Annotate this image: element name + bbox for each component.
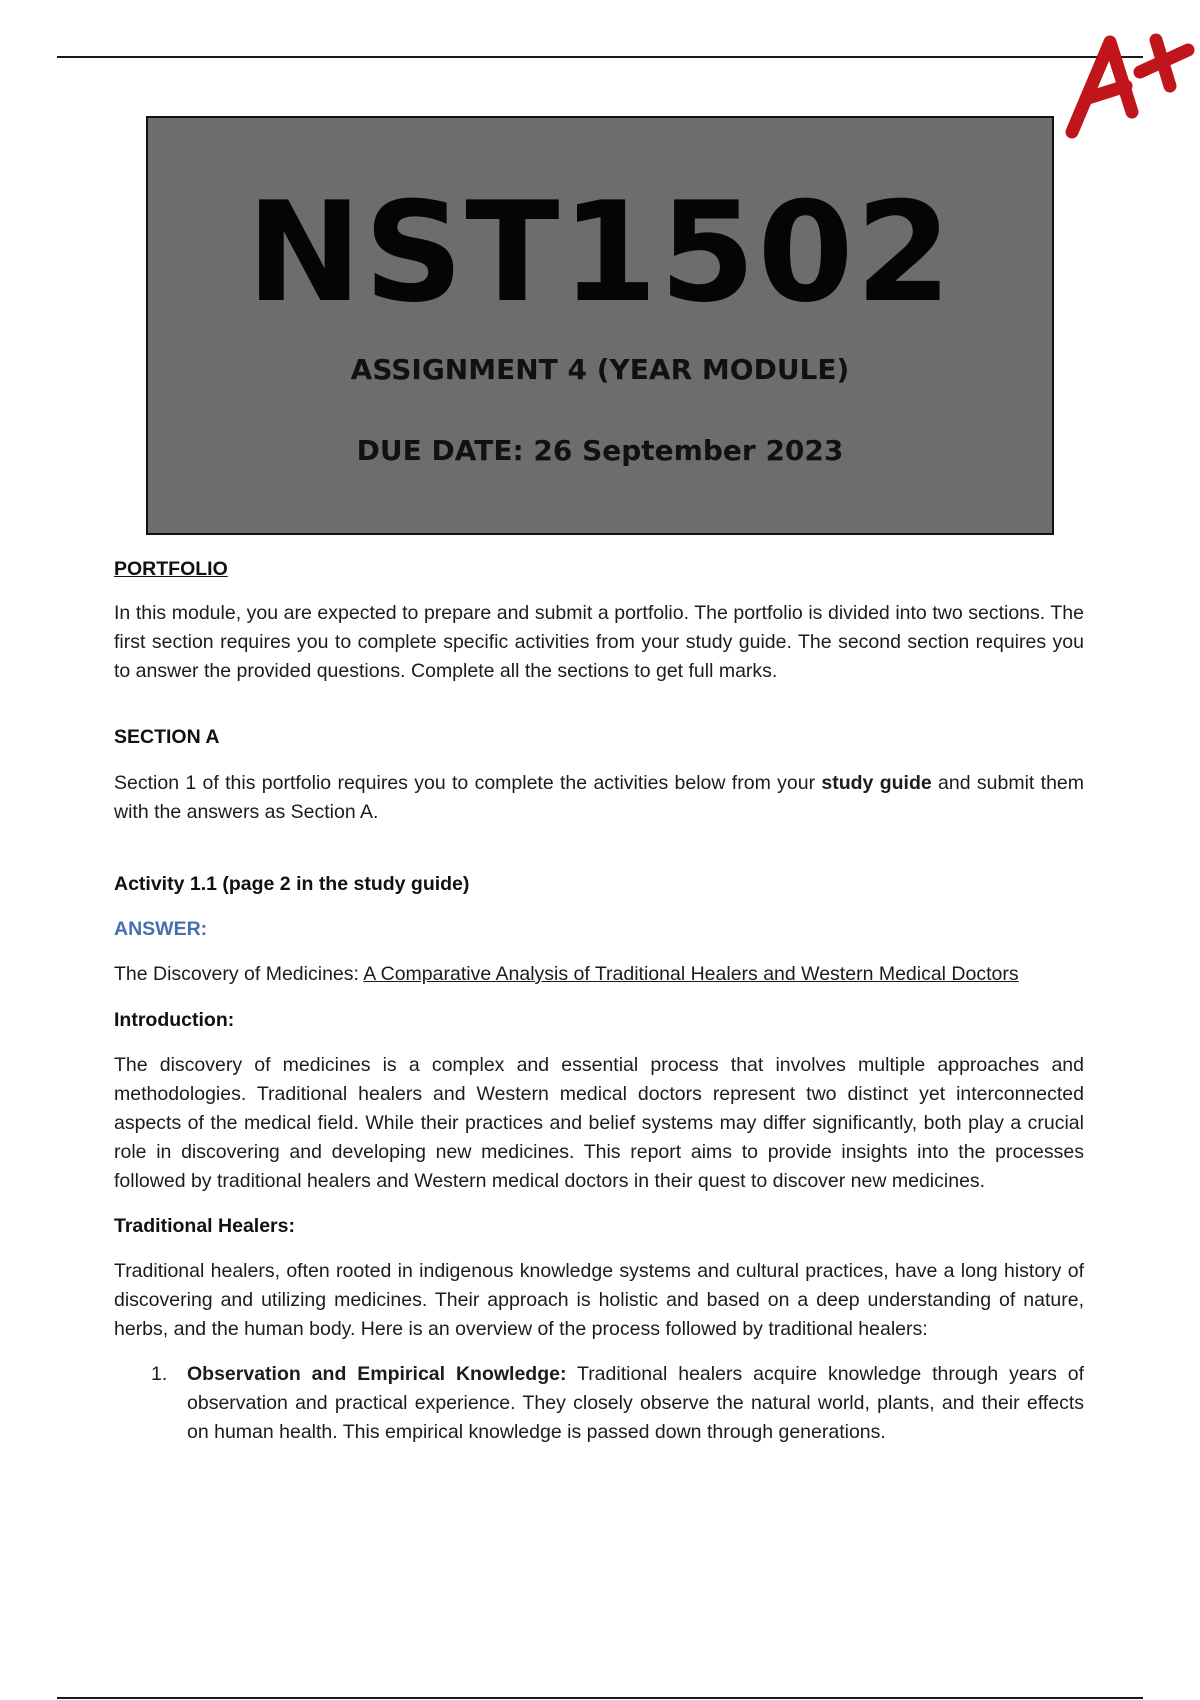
traditional-healers-heading: Traditional Healers: [114, 1215, 295, 1237]
module-code: NST1502 [246, 172, 954, 333]
section-a-text [114, 769, 1084, 827]
section-a-heading: SECTION A [114, 726, 220, 748]
traditional-healers-text: Traditional healers, often rooted in indigenous knowledge systems and cultural practices, have a long history of discovering and utilizing medicines. Their approach is holistic and based on a deep understanding of nature, herbs, and the human body. Here is an overview of the process followed by traditional healers: [114, 1260, 1084, 1340]
list-item [114, 1360, 1084, 1447]
list-item-text: Traditional healers acquire knowledge through years of observation and practical experience. They closely observe the natural world, plants, and their effects on human health. This empirical knowledge is passed down through generations. [187, 1363, 1084, 1443]
portfolio-intro: In this module, you are expected to prepare and submit a portfolio. The portfolio is divided into two sections. The first section requires you to complete specific activities from your study guide. The second section requires you to answer the provided questions. Complete all the sections to get full marks. [114, 602, 1084, 682]
essay-title-underlined: A Comparative Analysis of Traditional Healers and Western Medical Doctors [363, 963, 1019, 985]
portfolio-heading: PORTFOLIO [114, 558, 228, 580]
section-a-text-start: Section 1 of this portfolio requires you to complete the activities below from your [114, 772, 822, 794]
answer-label: ANSWER: [114, 918, 208, 940]
essay-title-prefix: The Discovery of Medicines: [114, 963, 364, 985]
section-a-text-bold: study guide [821, 772, 932, 794]
essay-title [114, 960, 1084, 989]
title-banner [146, 116, 1054, 535]
section-a-text-end: and submit them with the answers as Section A. [114, 772, 1084, 823]
document-body [114, 555, 1084, 1447]
activity-heading: Activity 1.1 (page 2 in the study guide) [114, 873, 470, 895]
due-date: DUE DATE: 26 September 2023 [356, 434, 844, 467]
top-rule [57, 56, 1143, 58]
bottom-rule [57, 1697, 1143, 1699]
introduction-heading: Introduction: [114, 1009, 235, 1031]
list-item-title: Observation and Empirical Knowledge: [187, 1363, 567, 1385]
grade-mark-stamp [1062, 20, 1200, 150]
introduction-text: The discovery of medicines is a complex and essential process that involves multiple approaches and methodologies. Traditional healers and Western medical doctors represent two distinct yet interconnected aspects of the medical field. While their practices and belief systems may differ significantly, both play a crucial role in discovering and developing new medicines. This report aims to provide insights into the processes followed by traditional healers and Western medical doctors in their quest to discover new medicines. [114, 1054, 1084, 1192]
list-item-number: 1. [151, 1363, 168, 1385]
assignment-title: ASSIGNMENT 4 (YEAR MODULE) [350, 353, 850, 386]
